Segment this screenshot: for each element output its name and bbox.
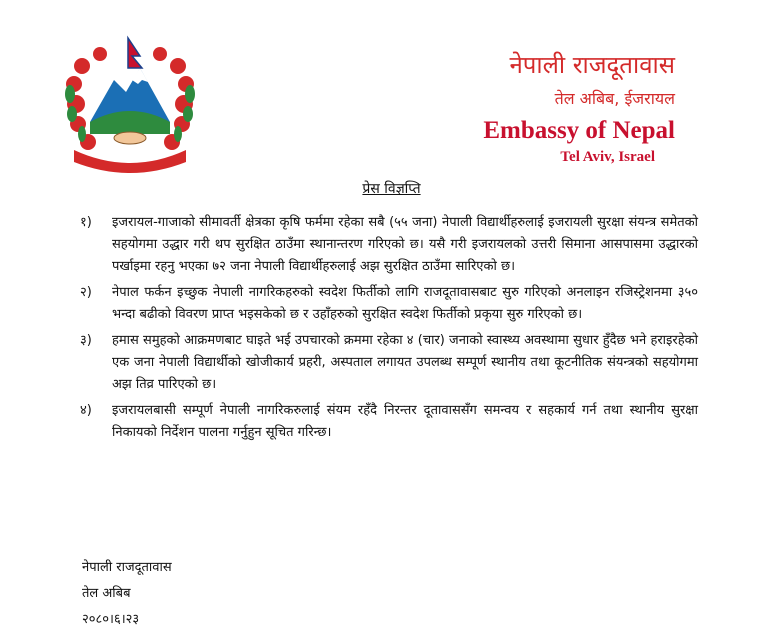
nepal-emblem <box>56 34 204 182</box>
emblem-icon <box>56 34 204 182</box>
press-points-list <box>80 212 698 448</box>
point-number: ४) <box>80 403 92 418</box>
signoff-date: २०८०।६।२३ <box>82 612 140 627</box>
point-number: २) <box>80 285 92 300</box>
press-point <box>80 400 698 444</box>
point-text: इजरायलबासी सम्पूर्ण नेपाली नागरिकरुलाई संयम रहँदै निरन्तर दूतावाससँग समन्वय र सहकार्य गर्न तथा स्थानीय सुरक्षा निकायको निर्देशन पालना गर्नुहुन सूचित गरिन्छ। <box>112 403 698 440</box>
press-point <box>80 330 698 396</box>
signoff-block <box>82 555 172 633</box>
embassy-city-english: Tel Aviv, Israel <box>560 149 655 165</box>
point-number: १) <box>80 215 92 230</box>
point-text: इजरायल-गाजाको सीमावर्ती क्षेत्रका कृषि फर्ममा रहेका सबै (५५ जना) नेपाली विद्यार्थीहरुलाई इजरायली सुरक्षा संयन्त्र समेतको सहयोगमा उद्धार गरी थप सुरक्षित ठाउँमा स्थानान्तरण गरिएको छ। यसै गरी इजरायलको उत्तरी सिमाना आसपासमा उद्धारको पर्खाइमा रहनु भएका ७२ जना नेपाली विद्यार्थीहरुलाई अझ सुरक्षित ठाउँमा सारिएको छ। <box>112 215 698 274</box>
press-release-title: प्रेस विज्ञप्ति <box>362 181 421 197</box>
signoff-org: नेपाली राजदूतावास <box>82 560 172 575</box>
point-text: हमास समुहको आक्रमणबाट घाइते भई उपचारको क्रममा रहेका ४ (चार) जनाको स्वास्थ्य अवस्थामा सुधार हुँदैछ भने हराइरहेको एक जना नेपाली विद्यार्थीको खोजीकार्य प्रहरी, अस्पताल लगायत उपलब्ध सम्पूर्ण स्थानीय तथा कूटनीतिक संयन्त्रको सहयोगमा अझ तिव्र पारिएको छ। <box>112 333 698 392</box>
embassy-name-english: Embassy of Nepal <box>483 117 675 144</box>
embassy-name-nepali: नेपाली राजदूतावास <box>509 51 675 79</box>
point-number: ३) <box>80 333 92 348</box>
embassy-header <box>483 50 675 166</box>
signoff-city: तेल अबिब <box>82 586 131 601</box>
embassy-city-nepali: तेल अबिब, ईजरायल <box>554 89 675 108</box>
point-text: नेपाल फर्कन इच्छुक नेपाली नागरिकहरुको स्वदेश फिर्तीको लागि राजदूतावासबाट सुरु गरिएको अनलाइन रजिस्ट्रेशनमा ३५० भन्दा बढीको विवरण प्राप्त भइसकेको छ र उहाँहरुको सुरक्षित स्वदेश फिर्तीको प्रकृया सुरु गरिएको छ। <box>112 285 698 322</box>
press-point <box>80 212 698 278</box>
press-point <box>80 282 698 326</box>
